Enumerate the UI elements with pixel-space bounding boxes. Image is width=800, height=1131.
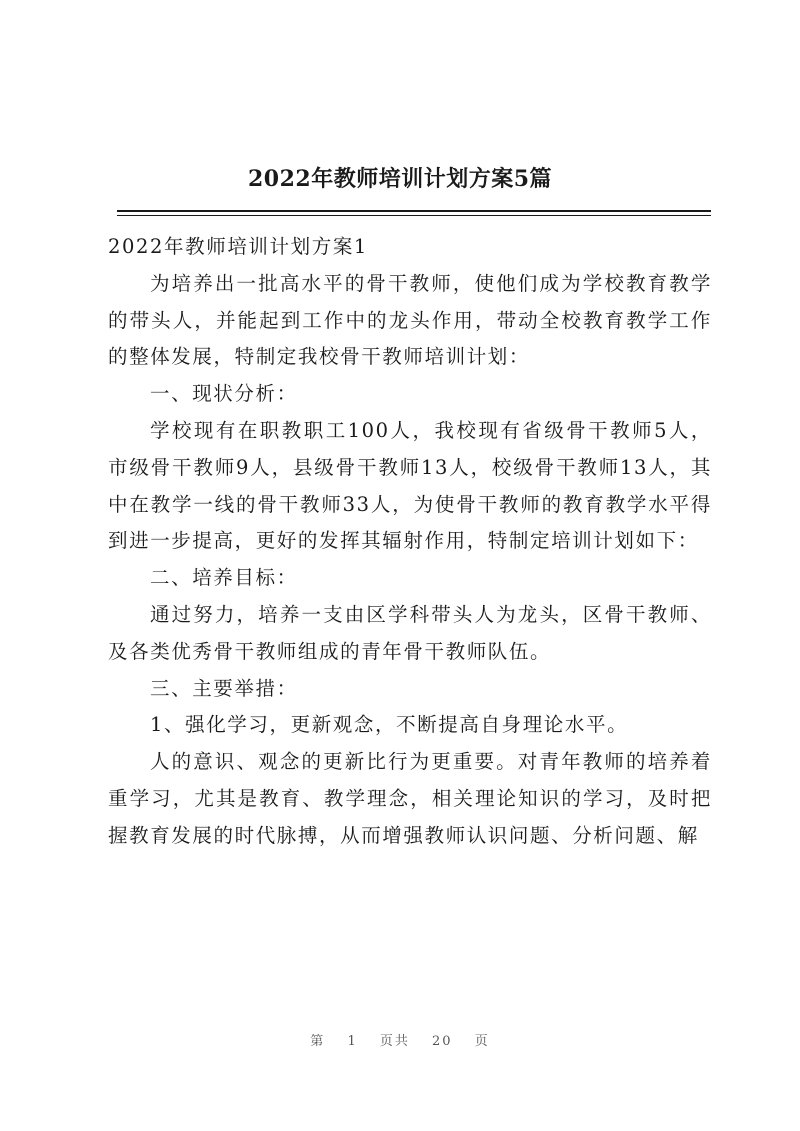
document-body bbox=[108, 229, 712, 855]
document-title: 2022年教师培训计划方案5篇 bbox=[247, 166, 553, 192]
footer-total-pages: 20 bbox=[432, 1034, 453, 1049]
paragraph-status: 学校现有在职教职工100人，我校现有省级骨干教师5人，市级骨干教师9人，县级骨干教师13人，校级骨干教师13人，其中在教学一线的骨干教师33人，为使骨干教师的教育教学水平得到进一步提高，更好的发挥其辐射作用，特制定培训计划如下： bbox=[108, 418, 712, 553]
footer-page-number: 1 bbox=[347, 1034, 358, 1049]
heading-training-goal: 二、培养目标： bbox=[150, 566, 298, 590]
heading-status-analysis: 一、现状分析： bbox=[150, 382, 298, 406]
page-footer bbox=[0, 1030, 800, 1049]
footer-suffix: 页 bbox=[474, 1034, 490, 1049]
footer-middle: 页共 bbox=[379, 1034, 410, 1049]
section-heading: 2022年教师培训计划方案1 bbox=[108, 235, 368, 258]
footer-prefix: 第 bbox=[310, 1034, 326, 1049]
paragraph-goal: 通过努力，培养一支由区学科带头人为龙头，区骨干教师、及各类优秀骨干教师组成的青年骨干教师队伍。 bbox=[108, 602, 712, 663]
measure-item-1: 1、强化学习，更新观念，不断提高自身理论水平。 bbox=[150, 713, 629, 737]
paragraph-intro: 为培养出一批高水平的骨干教师，使他们成为学校教育教学的带头人，并能起到工作中的龙头作用，带动全校教育教学工作的整体发展，特制定我校骨干教师培训计划： bbox=[108, 271, 712, 369]
paragraph-measure-detail: 人的意识、观念的更新比行为更重要。对青年教师的培养着重学习，尤其是教育、教学理念，相关理论知识的学习，及时把握教育发展的时代脉搏，从而增强教师认识问题、分析问题、解 bbox=[108, 750, 712, 847]
title-divider-thick bbox=[117, 210, 711, 212]
heading-main-measures: 三、主要举措： bbox=[150, 676, 298, 700]
title-divider-thin bbox=[117, 215, 711, 216]
